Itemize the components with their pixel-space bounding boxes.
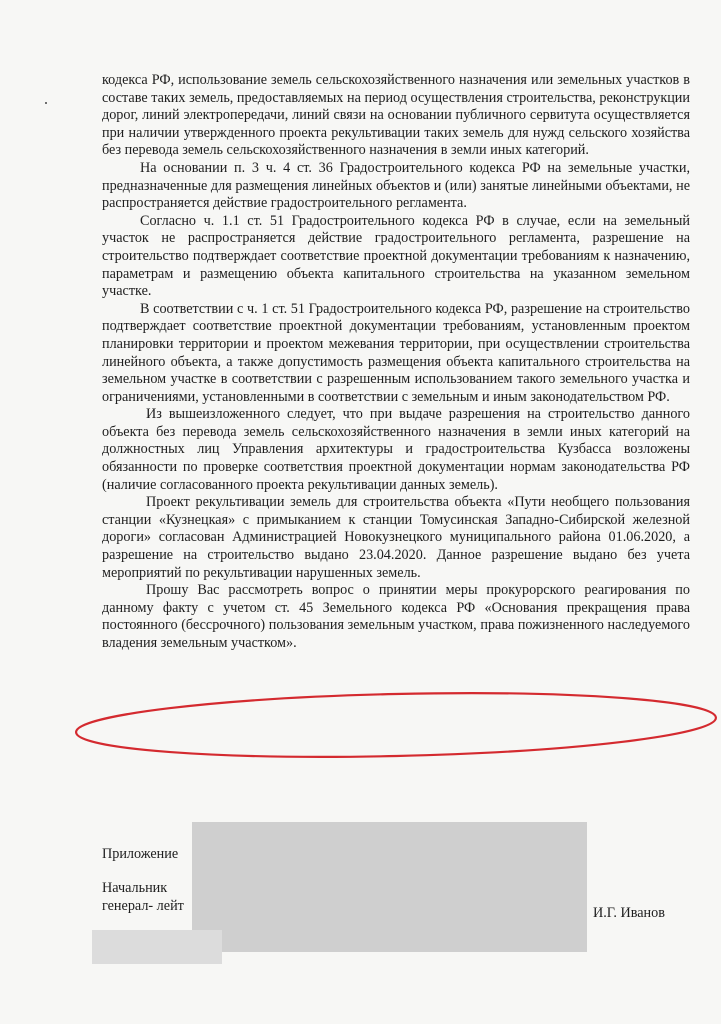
paragraph-recultivation-project: Проект рекультивации земель для строительства объекта «Пути необщего пользования станции «Кузнецкая» с примыканием к станции Томусинская Западно-Сибирской железной дороги» согласован Администрацией Новокузнецкого муниципального района 01.06.2020, а разрешение на строительство выдано 23.04.2020. Данное разрешение выдано без учета мероприятий по рекультивации нарушенных земель.	[102, 494, 690, 581]
paragraph-conclusion: Из вышеизложенного следует, что при выдаче разрешения на строительство данного объекта без перевода земель сельскохозяйственного назначения в земли иных категорий на должностных лиц Управления архитектуры и градостроительства Кузбасса возложены обязанности по проверке соответствия проектной документации нормам законодательства РФ (наличие согласованного проекта рекультивации данных земель).	[102, 406, 690, 493]
paragraph-article-36: На основании п. 3 ч. 4 ст. 36 Градостроительного кодекса РФ на земельные участки, предназначенные для размещения линейных объектов и (или) занятые линейными объектами, не распространяется действие градостроительного регламента.	[102, 159, 690, 212]
paragraph-article-51-1-1: Согласно ч. 1.1 ст. 51 Градостроительного кодекса РФ в случае, если на земельный участок не распространяется действие градостроительного регламента, разрешение на строительство подтверждает соответствие проектной документации требованиям к назначению, параметрам и размещению объекта капитального строительства на указанном земельном участке.	[102, 212, 690, 300]
paragraph-continuation: кодекса РФ, использование земель сельскохозяйственного назначения или земельных участков в составе таких земель, предоставляемых на период осуществления строительства, реконструкции дорог, линий электропередачи, линий связи на основании публичного сервитута осуществляется при наличии утвержденного проекта рекультивации таких земель для нужд сельского хозяйства без перевода земель сельскохозяйственного назначения в земли иных категорий.	[102, 72, 690, 159]
signatory-name: И.Г. Иванов	[593, 905, 665, 921]
signatory-position-line2: генерал- лейт	[102, 898, 184, 914]
paragraph-article-51-1: В соответствии с ч. 1 ст. 51 Градостроительного кодекса РФ, разрешение на строительство подтверждает соответствие проектной документации требованиям, установленным проектом планировки территории и проектом межевания территории, при осуществлении строительства линейного объекта, а также допустимость размещения объекта капитального строительства на земельном участке в соответствии с разрешенным использованием такого земельного участка и ограничениями, установленными в соответствии с земельным и иным законодательством РФ.	[102, 300, 690, 405]
attachment-label: Приложение	[102, 846, 179, 862]
signatory-position-line1: Начальник	[102, 880, 168, 896]
paragraph-request: Прошу Вас рассмотреть вопрос о принятии меры прокурорского реагирования по данному факту с учетом ст. 45 Земельного кодекса РФ «Основания прекращения права постоянного (бессрочного) пользования земельным участком, права пожизненного наследуемого владения земельным участком».	[102, 582, 690, 651]
